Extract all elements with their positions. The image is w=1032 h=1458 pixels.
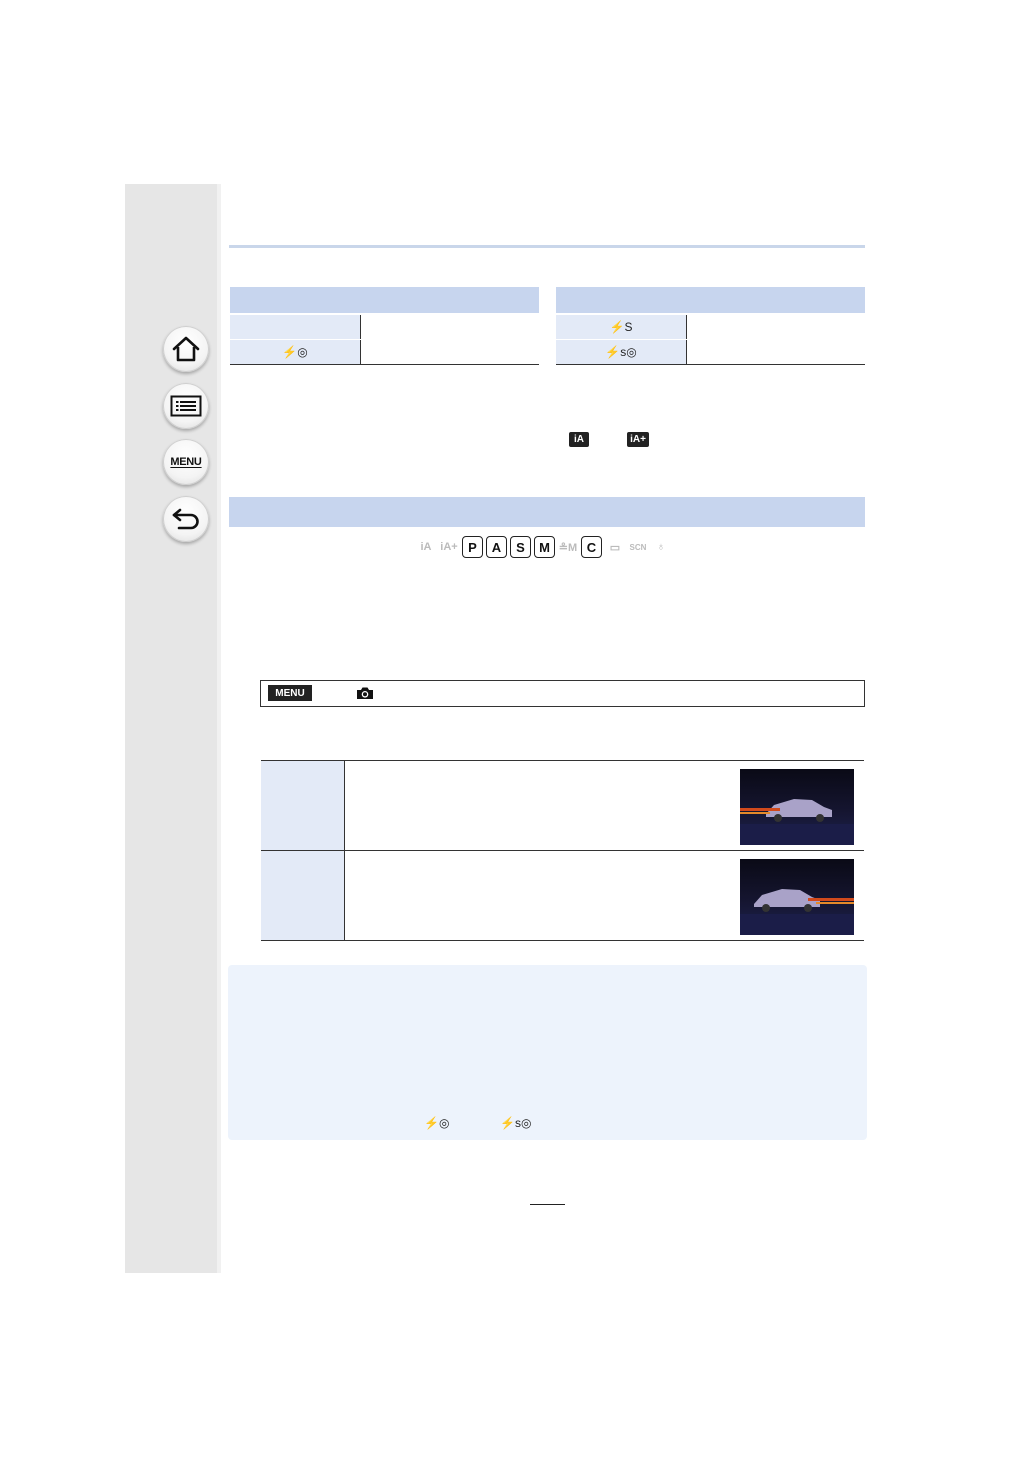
flash-table-right (556, 287, 865, 365)
first-curtain-sample-image (740, 769, 854, 845)
intelligent-auto-icon: iA (569, 432, 589, 447)
contents-button[interactable] (163, 383, 209, 429)
mode-scene-guide-icon: SCN (629, 542, 647, 552)
option-row-2nd (261, 851, 864, 941)
mode-intelligent-auto-plus-icon: iA+ (440, 541, 458, 553)
second-curtain-sample-image (740, 859, 854, 935)
mode-a-icon: A (486, 536, 507, 558)
camera-icon (356, 686, 374, 700)
menu-button-label: MENU (170, 456, 202, 468)
menu-button[interactable] (163, 439, 209, 485)
back-button[interactable] (163, 496, 209, 542)
menu-path (260, 680, 865, 707)
option-row-1st (261, 761, 864, 851)
mode-c-icon: C (581, 536, 602, 558)
flash-mode-cell (230, 314, 361, 340)
intelligent-auto-plus-icon: iA+ (627, 432, 649, 447)
home-button[interactable] (163, 326, 209, 372)
flash-table-left (230, 287, 539, 365)
menu-chip: MENU (268, 685, 312, 701)
page-number-underline (530, 1204, 565, 1205)
section-title-bar (229, 497, 865, 527)
mode-creative-control-icon: ♁ (656, 541, 666, 553)
return-icon (171, 506, 201, 532)
flash-mode-red-eye-cell: ⚡◎ (230, 340, 361, 365)
sync-options-table (261, 760, 864, 941)
red-eye-flash-icon: ⚡◎ (424, 1116, 450, 1130)
list-icon (170, 395, 202, 417)
mode-intelligent-auto-icon: iA (420, 541, 432, 553)
flash-slow-sync-cell: ⚡S (556, 314, 687, 340)
slow-sync-red-eye-flash-icon: ⚡s◎ (500, 1116, 532, 1130)
home-icon (171, 335, 201, 363)
flash-slow-sync-red-eye-cell: ⚡s◎ (556, 340, 687, 365)
option-label-cell (261, 761, 345, 850)
mode-p-icon: P (462, 536, 483, 558)
recording-modes (416, 536, 671, 558)
mode-s-icon: S (510, 536, 531, 558)
option-label-cell (261, 851, 345, 940)
mode-panorama-icon: ▭ (609, 541, 621, 554)
sidebar-edge (217, 184, 221, 1273)
mode-m-icon: M (534, 536, 555, 558)
mode-creative-video-icon: ≗M (558, 541, 578, 554)
notes-box (228, 965, 867, 1140)
header-rule (229, 245, 865, 248)
